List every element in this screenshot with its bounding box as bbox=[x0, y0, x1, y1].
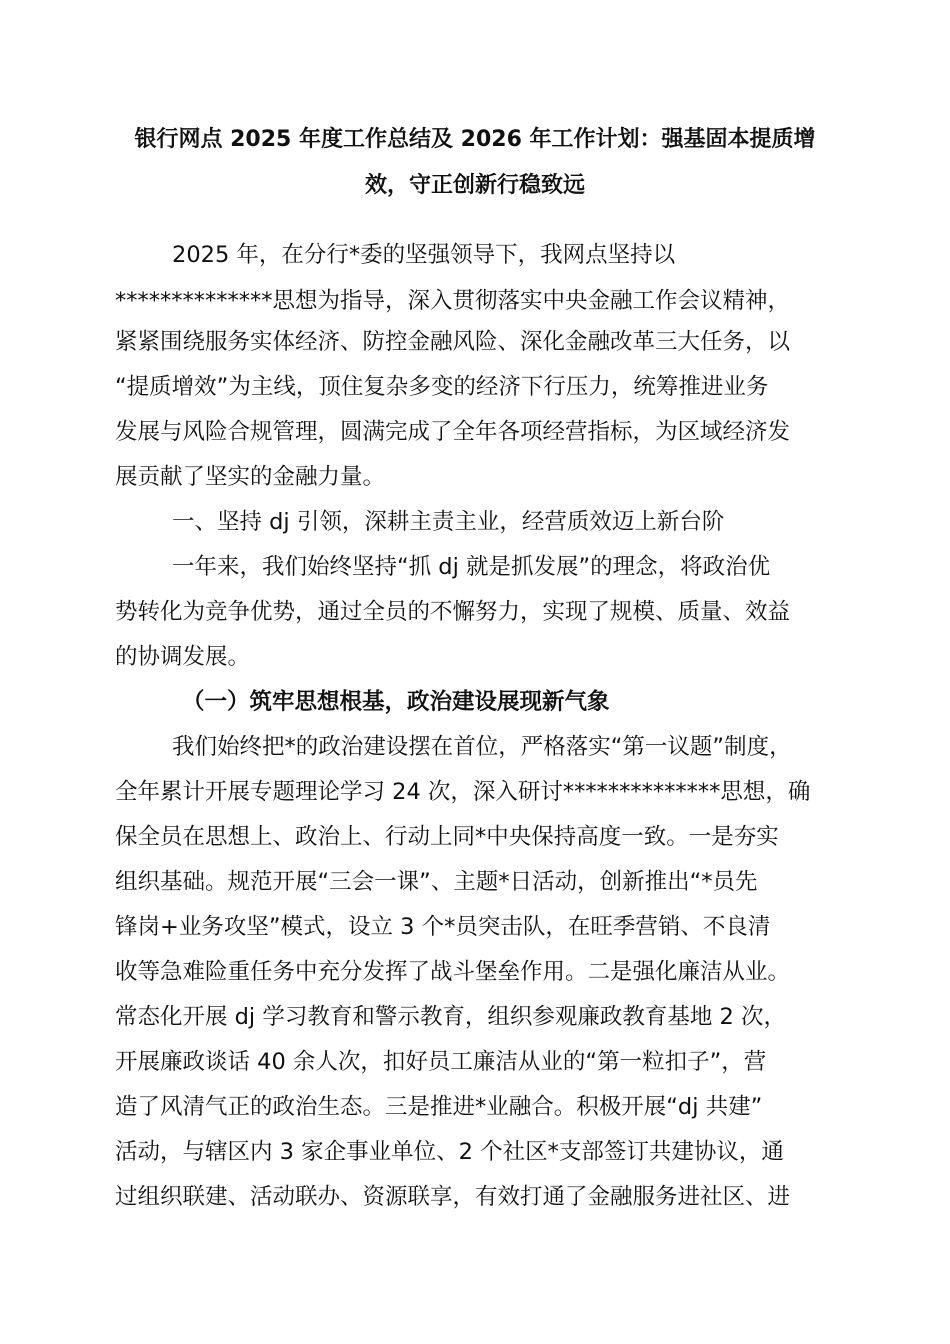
section-paragraph-line-2: 势转化为竞争优势，通过全员的不懈努力，实现了规模、质量、效益 bbox=[115, 599, 791, 625]
subsection-paragraph-line-7: 常态化开展 dj 学习教育和警示教育，组织参观廉政教育基地 2 次， bbox=[115, 1004, 786, 1030]
subsection-paragraph-line-3: 保全员在思想上、政治上、行动上同*中央保持高度一致。一是夯实 bbox=[115, 824, 779, 850]
subsection-paragraph-line-6: 收等急难险重任务中充分发挥了战斗堡垒作用。二是强化廉洁从业。 bbox=[115, 959, 791, 985]
subsection-paragraph-line-9: 造了风清气正的政治生态。三是推进*业融合。积极开展“dj 共建” bbox=[115, 1094, 763, 1120]
intro-paragraph-line-1: 2025 年，在分行*委的坚强领导下，我网点坚持以 bbox=[172, 242, 676, 268]
document-title-line-1: 银行网点 2025 年度工作总结及 2026 年工作计划：强基固本提质增 bbox=[134, 127, 816, 152]
intro-paragraph-line-3: 紧紧围绕服务实体经济、防控金融风险、深化金融改革三大任务，以 bbox=[115, 329, 791, 355]
intro-paragraph-line-2: **************思想为指导，深入贯彻落实中央金融工作会议精神， bbox=[115, 288, 791, 314]
subsection-paragraph-line-2: 全年累计开展专题理论学习 24 次，深入研讨**************思想，确 bbox=[115, 779, 811, 805]
section-paragraph-line-1: 一年来，我们始终坚持“抓 dj 就是抓发展”的理念，将政治优 bbox=[172, 554, 771, 580]
subsection-paragraph-line-8: 开展廉政谈话 40 余人次，扣好员工廉洁从业的“第一粒扣子”，营 bbox=[115, 1049, 767, 1075]
intro-paragraph-line-4: “提质增效”为主线，顶住复杂多变的经济下行压力，统筹推进业务 bbox=[115, 374, 769, 400]
document-title-line-2: 效，守正创新行稳致远 bbox=[364, 173, 585, 198]
subsection-heading: （一）筑牢思想根基，政治建设展现新气象 bbox=[182, 689, 610, 715]
intro-paragraph-line-5: 发展与风险合规管理，圆满完成了全年各项经营指标，为区域经济发 bbox=[115, 419, 791, 445]
subsection-paragraph-line-5: 锋岗+业务攻坚”模式，设立 3 个*员突击队，在旺季营销、不良清 bbox=[115, 914, 771, 940]
intro-paragraph-line-6: 展贡献了坚实的金融力量。 bbox=[115, 464, 386, 490]
section-heading: 一、坚持 dj 引领，深耕主责主业，经营质效迈上新台阶 bbox=[172, 509, 725, 535]
section-paragraph-line-3: 的协调发展。 bbox=[115, 644, 251, 670]
subsection-paragraph-line-11: 过组织联建、活动联办、资源联享，有效打通了金融服务进社区、进 bbox=[115, 1184, 791, 1210]
subsection-paragraph-line-4: 组织基础。规范开展“三会一课”、主题*日活动，创新推出“*员先 bbox=[115, 869, 758, 895]
subsection-paragraph-line-10: 活动，与辖区内 3 家企事业单位、2 个社区*支部签订共建协议，通 bbox=[115, 1139, 784, 1165]
subsection-paragraph-line-1: 我们始终把*的政治建设摆在首位，严格落实“第一议题”制度， bbox=[172, 734, 792, 760]
